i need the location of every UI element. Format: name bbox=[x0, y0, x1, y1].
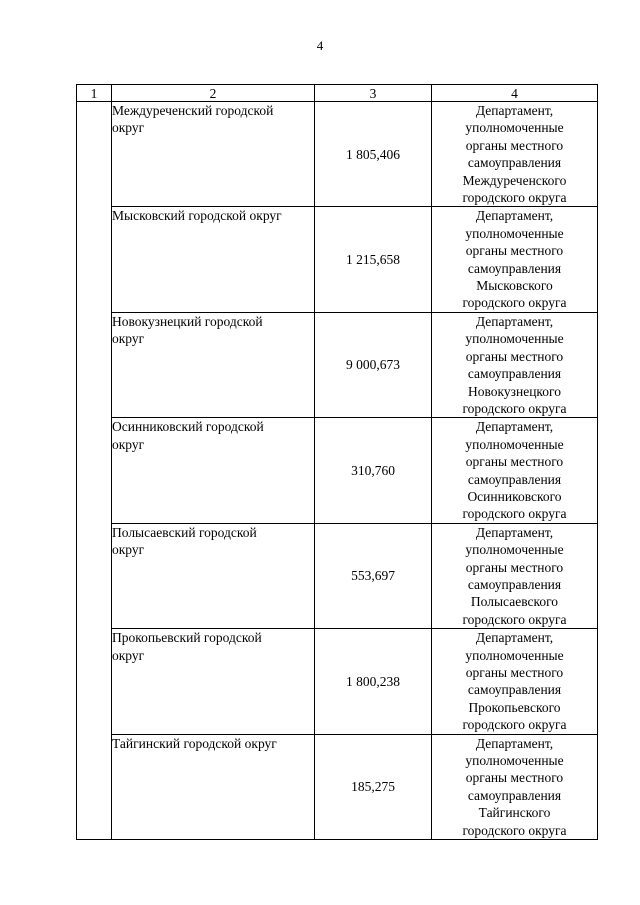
header-col-4: 4 bbox=[432, 85, 598, 102]
responsible-body-line: Мысковского bbox=[476, 278, 553, 294]
responsible-body-line: уполномоченные bbox=[465, 225, 564, 241]
responsible-body-line: органы местного bbox=[465, 243, 564, 259]
municipality-name-line: Междуреченский городской bbox=[112, 103, 274, 118]
responsible-body-line: уполномоченные bbox=[465, 331, 564, 347]
table-header-row bbox=[77, 85, 598, 102]
responsible-body-line: городского округа bbox=[462, 400, 567, 416]
responsible-body-line: самоуправления bbox=[467, 787, 562, 803]
row-number-cell bbox=[77, 102, 112, 840]
responsible-body-line: Департамент, bbox=[475, 103, 554, 118]
amount-cell: 185,275 bbox=[315, 734, 432, 839]
responsible-body-line: Осинниковского bbox=[467, 488, 562, 504]
responsible-body-line: городского округа bbox=[462, 822, 567, 838]
responsible-body-line: городского округа bbox=[462, 611, 567, 627]
table-row bbox=[77, 418, 598, 523]
responsible-body-line: самоуправления bbox=[467, 471, 562, 487]
responsible-body-line: уполномоченные bbox=[465, 647, 564, 663]
responsible-body-line: самоуправления bbox=[467, 366, 562, 382]
responsible-body-cell bbox=[432, 523, 598, 628]
responsible-body-line: самоуправления bbox=[467, 576, 562, 592]
responsible-body-cell bbox=[432, 312, 598, 417]
municipality-cell bbox=[112, 418, 315, 523]
municipality-name-line: Полысаевский городской bbox=[112, 524, 257, 540]
responsible-body-line: Прокопьевского bbox=[468, 699, 561, 715]
table-row bbox=[77, 102, 598, 207]
municipality-name-line: Тайгинский городской округ bbox=[112, 735, 277, 751]
responsible-body-line: самоуправления bbox=[467, 260, 562, 276]
responsible-body-line: органы местного bbox=[465, 559, 564, 575]
municipality-name-line: Мысковский городской округ bbox=[112, 208, 282, 224]
responsible-body-line: Департамент, bbox=[475, 208, 554, 224]
municipality-name-line: Осинниковский городской bbox=[112, 419, 264, 435]
responsible-body-line: уполномоченные bbox=[465, 436, 564, 452]
amount-cell: 310,760 bbox=[315, 418, 432, 523]
responsible-body-line: Полысаевского bbox=[470, 594, 559, 610]
municipality-cell bbox=[112, 312, 315, 417]
responsible-body-line: органы местного bbox=[465, 454, 564, 470]
responsible-body-line: уполномоченные bbox=[465, 753, 564, 769]
responsible-body-line: городского округа bbox=[462, 190, 567, 206]
responsible-body-line: Междуреченского bbox=[462, 172, 567, 188]
municipality-name-line: округ bbox=[112, 436, 145, 452]
responsible-body-line: уполномоченные bbox=[465, 120, 564, 136]
responsible-body-cell bbox=[432, 102, 598, 207]
responsible-body-line: органы местного bbox=[465, 348, 564, 364]
table-row bbox=[77, 207, 598, 312]
municipality-name-line: Прокопьевский городской bbox=[112, 630, 262, 646]
amount-cell: 553,697 bbox=[315, 523, 432, 628]
responsible-body-cell bbox=[432, 629, 598, 734]
table-row bbox=[77, 312, 598, 417]
table-row bbox=[77, 523, 598, 628]
responsible-body-line: Департамент, bbox=[475, 735, 554, 751]
responsible-body-line: Департамент, bbox=[475, 419, 554, 435]
table-row bbox=[77, 734, 598, 839]
responsible-body-line: органы местного bbox=[465, 137, 564, 153]
municipality-cell bbox=[112, 102, 315, 207]
responsible-body-line: Тайгинского bbox=[478, 805, 551, 821]
responsible-body-line: Департамент, bbox=[475, 630, 554, 646]
responsible-body-line: самоуправления bbox=[467, 682, 562, 698]
municipality-cell bbox=[112, 523, 315, 628]
municipality-cell bbox=[112, 629, 315, 734]
header-col-2: 2 bbox=[112, 85, 315, 102]
municipality-cell bbox=[112, 734, 315, 839]
header-col-3: 3 bbox=[315, 85, 432, 102]
municipality-name-line: округ bbox=[112, 120, 145, 136]
municipality-cell bbox=[112, 207, 315, 312]
responsible-body-line: Новокузнецкого bbox=[468, 383, 561, 399]
municipality-name-line: округ bbox=[112, 542, 145, 558]
municipality-name-line: округ bbox=[112, 647, 145, 663]
amount-cell: 1 800,238 bbox=[315, 629, 432, 734]
responsible-body-line: городского округа bbox=[462, 506, 567, 522]
page-number: 4 bbox=[316, 38, 324, 53]
municipality-name-line: Новокузнецкий городской bbox=[112, 313, 263, 329]
amount-cell: 1 215,658 bbox=[315, 207, 432, 312]
amount-cell: 9 000,673 bbox=[315, 312, 432, 417]
responsible-body-line: органы местного bbox=[465, 665, 564, 680]
responsible-body-line: самоуправления bbox=[467, 155, 562, 171]
allocation-table bbox=[76, 84, 598, 840]
responsible-body-line: городского округа bbox=[462, 717, 567, 733]
responsible-body-line: городского округа bbox=[462, 295, 567, 311]
responsible-body-cell bbox=[432, 734, 598, 839]
responsible-body-line: Департамент, bbox=[475, 524, 554, 540]
responsible-body-line: органы местного bbox=[465, 770, 564, 786]
responsible-body-cell bbox=[432, 418, 598, 523]
responsible-body-cell bbox=[432, 207, 598, 312]
header-col-1: 1 bbox=[77, 85, 112, 102]
municipality-name-line: округ bbox=[112, 331, 145, 347]
responsible-body-line: Департамент, bbox=[475, 313, 554, 329]
amount-cell: 1 805,406 bbox=[315, 102, 432, 207]
table-row bbox=[77, 629, 598, 734]
responsible-body-line: уполномоченные bbox=[465, 542, 564, 558]
